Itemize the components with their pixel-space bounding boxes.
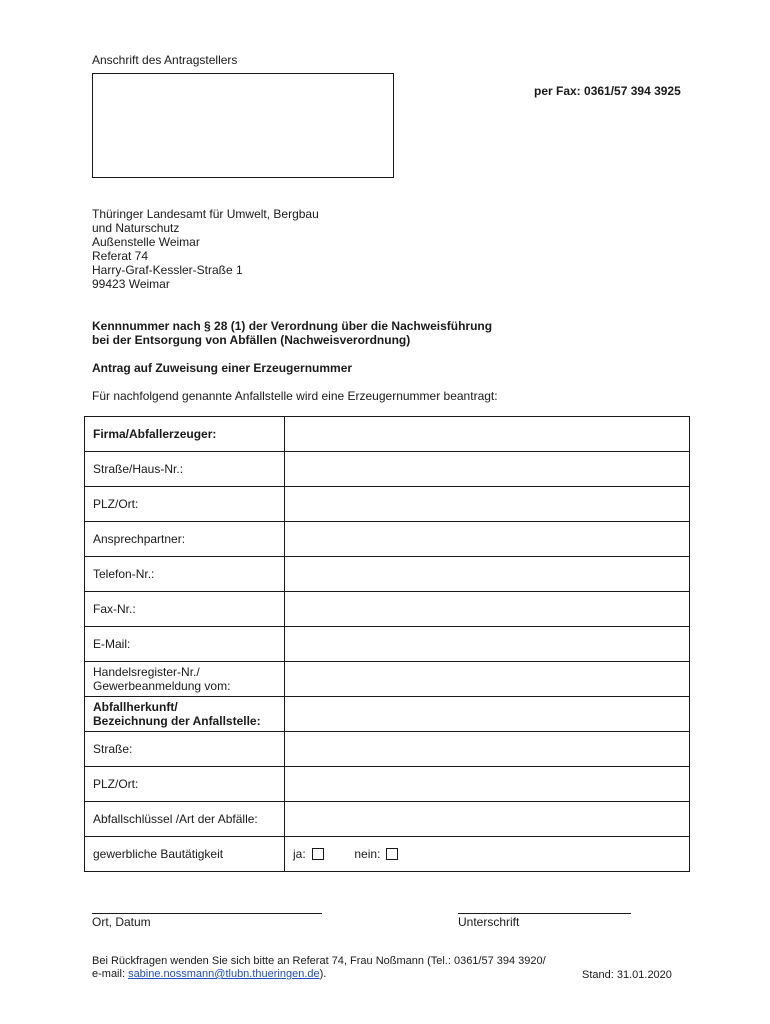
- table-row: [85, 557, 690, 592]
- table-row: [85, 662, 690, 697]
- footer-line-2: e-mail: sabine.nossmann@tlubn.thueringen.de).: [92, 968, 327, 980]
- recipient-line: Thüringer Landesamt für Umwelt, Bergbau: [92, 207, 319, 221]
- subject-heading: [92, 319, 492, 347]
- footer-contact: [92, 955, 546, 981]
- form-label: PLZ/Ort:: [85, 767, 285, 802]
- table-row: [85, 767, 690, 802]
- trade-register-field[interactable]: [285, 662, 690, 697]
- table-row: [85, 732, 690, 767]
- footer-line-1: Bei Rückfragen wenden Sie sich bitte an Referat 74, Frau Noßmann (Tel.: 0361/57 394 3920/: [92, 955, 546, 967]
- table-row: [85, 837, 690, 872]
- recipient-line: Außenstelle Weimar: [92, 235, 200, 249]
- revision-date: Stand: 31.01.2020: [582, 969, 672, 981]
- table-row: [85, 592, 690, 627]
- form-label: Straße:: [85, 732, 285, 767]
- intro-text: Für nachfolgend genannte Anfallstelle wird eine Erzeugernummer beantragt:: [92, 389, 498, 403]
- site-street-field[interactable]: [285, 732, 690, 767]
- street-field[interactable]: [285, 452, 690, 487]
- zip-city-field[interactable]: [285, 487, 690, 522]
- form-label: Ansprechpartner:: [85, 522, 285, 557]
- form-label: gewerbliche Bautätigkeit: [85, 837, 285, 872]
- table-row: [85, 697, 690, 732]
- recipient-line: und Naturschutz: [92, 221, 180, 235]
- contact-email-link[interactable]: sabine.nossmann@tlubn.thueringen.de: [128, 968, 320, 980]
- form-label: Abfallschlüssel /Art der Abfälle:: [85, 802, 285, 837]
- table-row: [85, 417, 690, 452]
- sender-address-label: Anschrift des Antragstellers: [92, 53, 238, 67]
- signature-label: Unterschrift: [458, 915, 520, 929]
- recipient-line: Harry-Graf-Kessler-Straße 1: [92, 263, 243, 277]
- table-row: [85, 487, 690, 522]
- waste-code-field[interactable]: [285, 802, 690, 837]
- recipient-address: [92, 207, 319, 291]
- signature-line: [458, 913, 631, 914]
- subject-line-1: Kennnummer nach § 28 (1) der Verordnung über die Nachweisführung: [92, 319, 493, 333]
- form-label: PLZ/Ort:: [85, 487, 285, 522]
- subject-line-2: bei der Entsorgung von Abfällen (Nachweisverordnung): [92, 333, 411, 347]
- table-row: [85, 452, 690, 487]
- no-checkbox[interactable]: [386, 848, 398, 860]
- contact-person-field[interactable]: [285, 522, 690, 557]
- application-form-table: [84, 416, 690, 872]
- form-label: Abfallherkunft/ Bezeichnung der Anfallstelle:: [85, 697, 285, 732]
- yes-option-label: ja:: [293, 847, 306, 861]
- form-label: Fax-Nr.:: [85, 592, 285, 627]
- sender-address-box[interactable]: [92, 73, 394, 178]
- construction-activity-options: [285, 837, 690, 872]
- email-field[interactable]: [285, 627, 690, 662]
- form-label: Straße/Haus-Nr.:: [85, 452, 285, 487]
- form-label: E-Mail:: [85, 627, 285, 662]
- fax-field[interactable]: [285, 592, 690, 627]
- fax-number: per Fax: 0361/57 394 3925: [534, 84, 681, 98]
- form-label: Handelsregister-Nr./ Gewerbeanmeldung vom:: [85, 662, 285, 697]
- place-date-line: [92, 913, 322, 914]
- yes-checkbox[interactable]: [312, 848, 324, 860]
- origin-field[interactable]: [285, 697, 690, 732]
- table-row: [85, 802, 690, 837]
- form-label: Telefon-Nr.:: [85, 557, 285, 592]
- request-title: Antrag auf Zuweisung einer Erzeugernummer: [92, 361, 353, 375]
- recipient-line: Referat 74: [92, 249, 149, 263]
- no-option-label: nein:: [354, 847, 381, 861]
- table-row: [85, 522, 690, 557]
- table-row: [85, 627, 690, 662]
- place-date-label: Ort, Datum: [92, 915, 151, 929]
- company-field[interactable]: [285, 417, 690, 452]
- form-label: Firma/Abfallerzeuger:: [85, 417, 285, 452]
- site-zip-city-field[interactable]: [285, 767, 690, 802]
- recipient-line: 99423 Weimar: [92, 277, 170, 291]
- phone-field[interactable]: [285, 557, 690, 592]
